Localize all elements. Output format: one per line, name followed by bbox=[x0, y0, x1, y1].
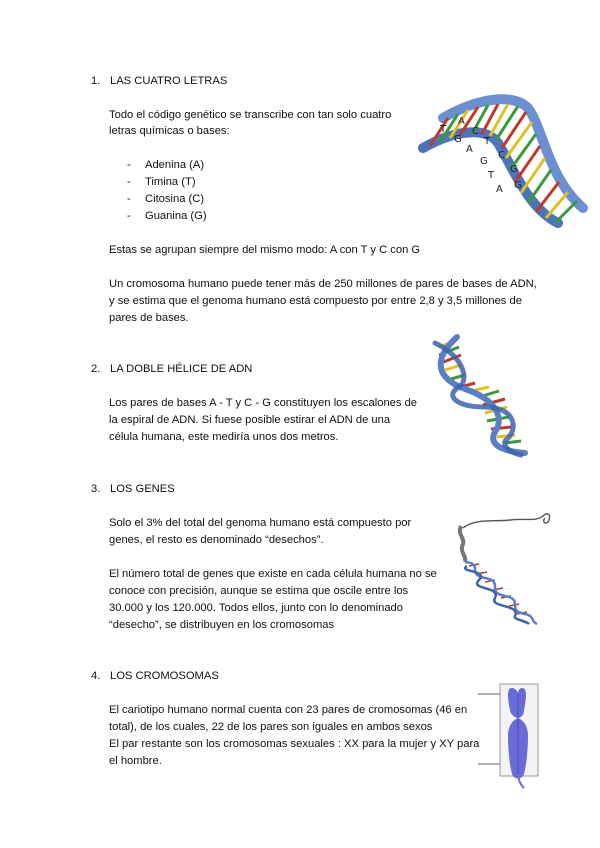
dna-letter: T bbox=[440, 124, 447, 135]
section-2-paragraph-line-1: Los pares de bases A - T y C - G constituyen los escalones de bbox=[109, 397, 418, 409]
dna-rung bbox=[521, 158, 545, 193]
dna-letter: A bbox=[458, 116, 465, 127]
section-4-paragraph-line-2: total), de los cuales, 22 de los pares son iguales en ambos sexos bbox=[109, 721, 433, 733]
dna-letter: C bbox=[472, 126, 479, 137]
bullet-dash: - bbox=[127, 193, 131, 205]
base-timina: Timina (T) bbox=[145, 176, 196, 188]
uncoiling-dna-figure bbox=[455, 508, 555, 628]
section-1-number: 1. bbox=[91, 75, 101, 87]
dna-letter: T bbox=[484, 136, 491, 147]
dna-letter: A bbox=[466, 144, 473, 155]
chromatin-coil bbox=[460, 526, 465, 562]
section-3-paragraph-1-line-2: genes, el resto es denominado “desechos”. bbox=[109, 534, 324, 546]
section-3-paragraph-1-line-1: Solo el 3% del total del genoma humano está compuesto por bbox=[109, 517, 412, 529]
helix-strand-2 bbox=[465, 566, 529, 624]
section-3-paragraph-2-line-3: 30.000 y los 120.000. Todos ellos, junto con lo denominado bbox=[109, 602, 403, 614]
base-guanina: Guanina (G) bbox=[145, 210, 207, 222]
dna-letter: G bbox=[514, 180, 522, 191]
dna-rung bbox=[490, 104, 508, 136]
dna-letter: A bbox=[496, 184, 503, 195]
dna-letter: T bbox=[488, 170, 495, 181]
section-1-title: LAS CUATRO LETRAS bbox=[110, 75, 228, 87]
dna-rung bbox=[506, 122, 532, 158]
section-3-paragraph-2-line-1: El número total de genes que existe en cada célula humana no se bbox=[109, 568, 437, 580]
bullet-dash: - bbox=[127, 210, 131, 222]
dna-ribbon-figure bbox=[418, 88, 588, 228]
section-2-paragraph-line-2: la espiral de ADN. Si fuese posible estirar el ADN de una bbox=[109, 414, 391, 426]
section-1-intro-line-1: Todo el código genético se transcribe con tan solo cuatro bbox=[109, 109, 392, 121]
bullet-dash: - bbox=[127, 159, 131, 171]
section-4-number: 4. bbox=[91, 670, 101, 682]
dna-rung bbox=[502, 112, 526, 148]
section-1-pairing: Estas se agrupan siempre del mismo modo: A con T y C con G bbox=[109, 244, 421, 256]
bullet-dash: - bbox=[127, 176, 131, 188]
section-2-paragraph-line-3: célula humana, este mediría unos dos metros. bbox=[109, 431, 339, 443]
section-4-title: LOS CROMOSOMAS bbox=[110, 670, 219, 682]
dna-letter: G bbox=[510, 164, 518, 175]
double-helix-figure bbox=[425, 337, 535, 457]
section-4-paragraph-line-3: El par restante son los cromosomas sexuales : XX para la mujer y XY para bbox=[109, 738, 480, 750]
section-1-paragraph-line-1: Un cromosoma humano puede tener más de 250 millones de pares de bases de ADN, bbox=[109, 278, 537, 290]
section-3-paragraph-2-line-4: “desecho”, se distribuyen en los cromosomas bbox=[109, 619, 335, 631]
dna-letter: G bbox=[454, 134, 462, 145]
section-3-paragraph-2-line-2: conoce con precisión, aunque se estima que oscile entre los bbox=[109, 585, 409, 597]
section-1-paragraph-line-3: pares de bases. bbox=[109, 312, 189, 324]
section-4-paragraph-line-1: El cariotipo humano normal cuenta con 23 pares de cromosomas (46 en bbox=[109, 704, 468, 716]
section-2-title: LA DOBLE HÉLICE DE ADN bbox=[110, 363, 253, 375]
base-citosina: Citosina (C) bbox=[145, 193, 205, 205]
section-3-number: 3. bbox=[91, 483, 101, 495]
dna-thread bbox=[463, 514, 550, 528]
section-1-intro-line-2: letras químicas o bases: bbox=[109, 125, 230, 137]
dna-letter: C bbox=[498, 150, 505, 161]
dna-rung bbox=[515, 146, 540, 182]
section-4-paragraph-line-4: el hombre. bbox=[109, 755, 162, 767]
dna-letter: G bbox=[480, 156, 488, 167]
base-adenina: Adenina (A) bbox=[145, 159, 205, 171]
section-3-title: LOS GENES bbox=[110, 483, 175, 495]
section-1-paragraph-line-2: y se estima que el genoma humano está compuesto por entre 2,8 y 3,5 millones de bbox=[109, 295, 522, 307]
dna-rung bbox=[496, 106, 518, 140]
chromosome-figure bbox=[478, 680, 548, 790]
section-2-number: 2. bbox=[91, 363, 101, 375]
